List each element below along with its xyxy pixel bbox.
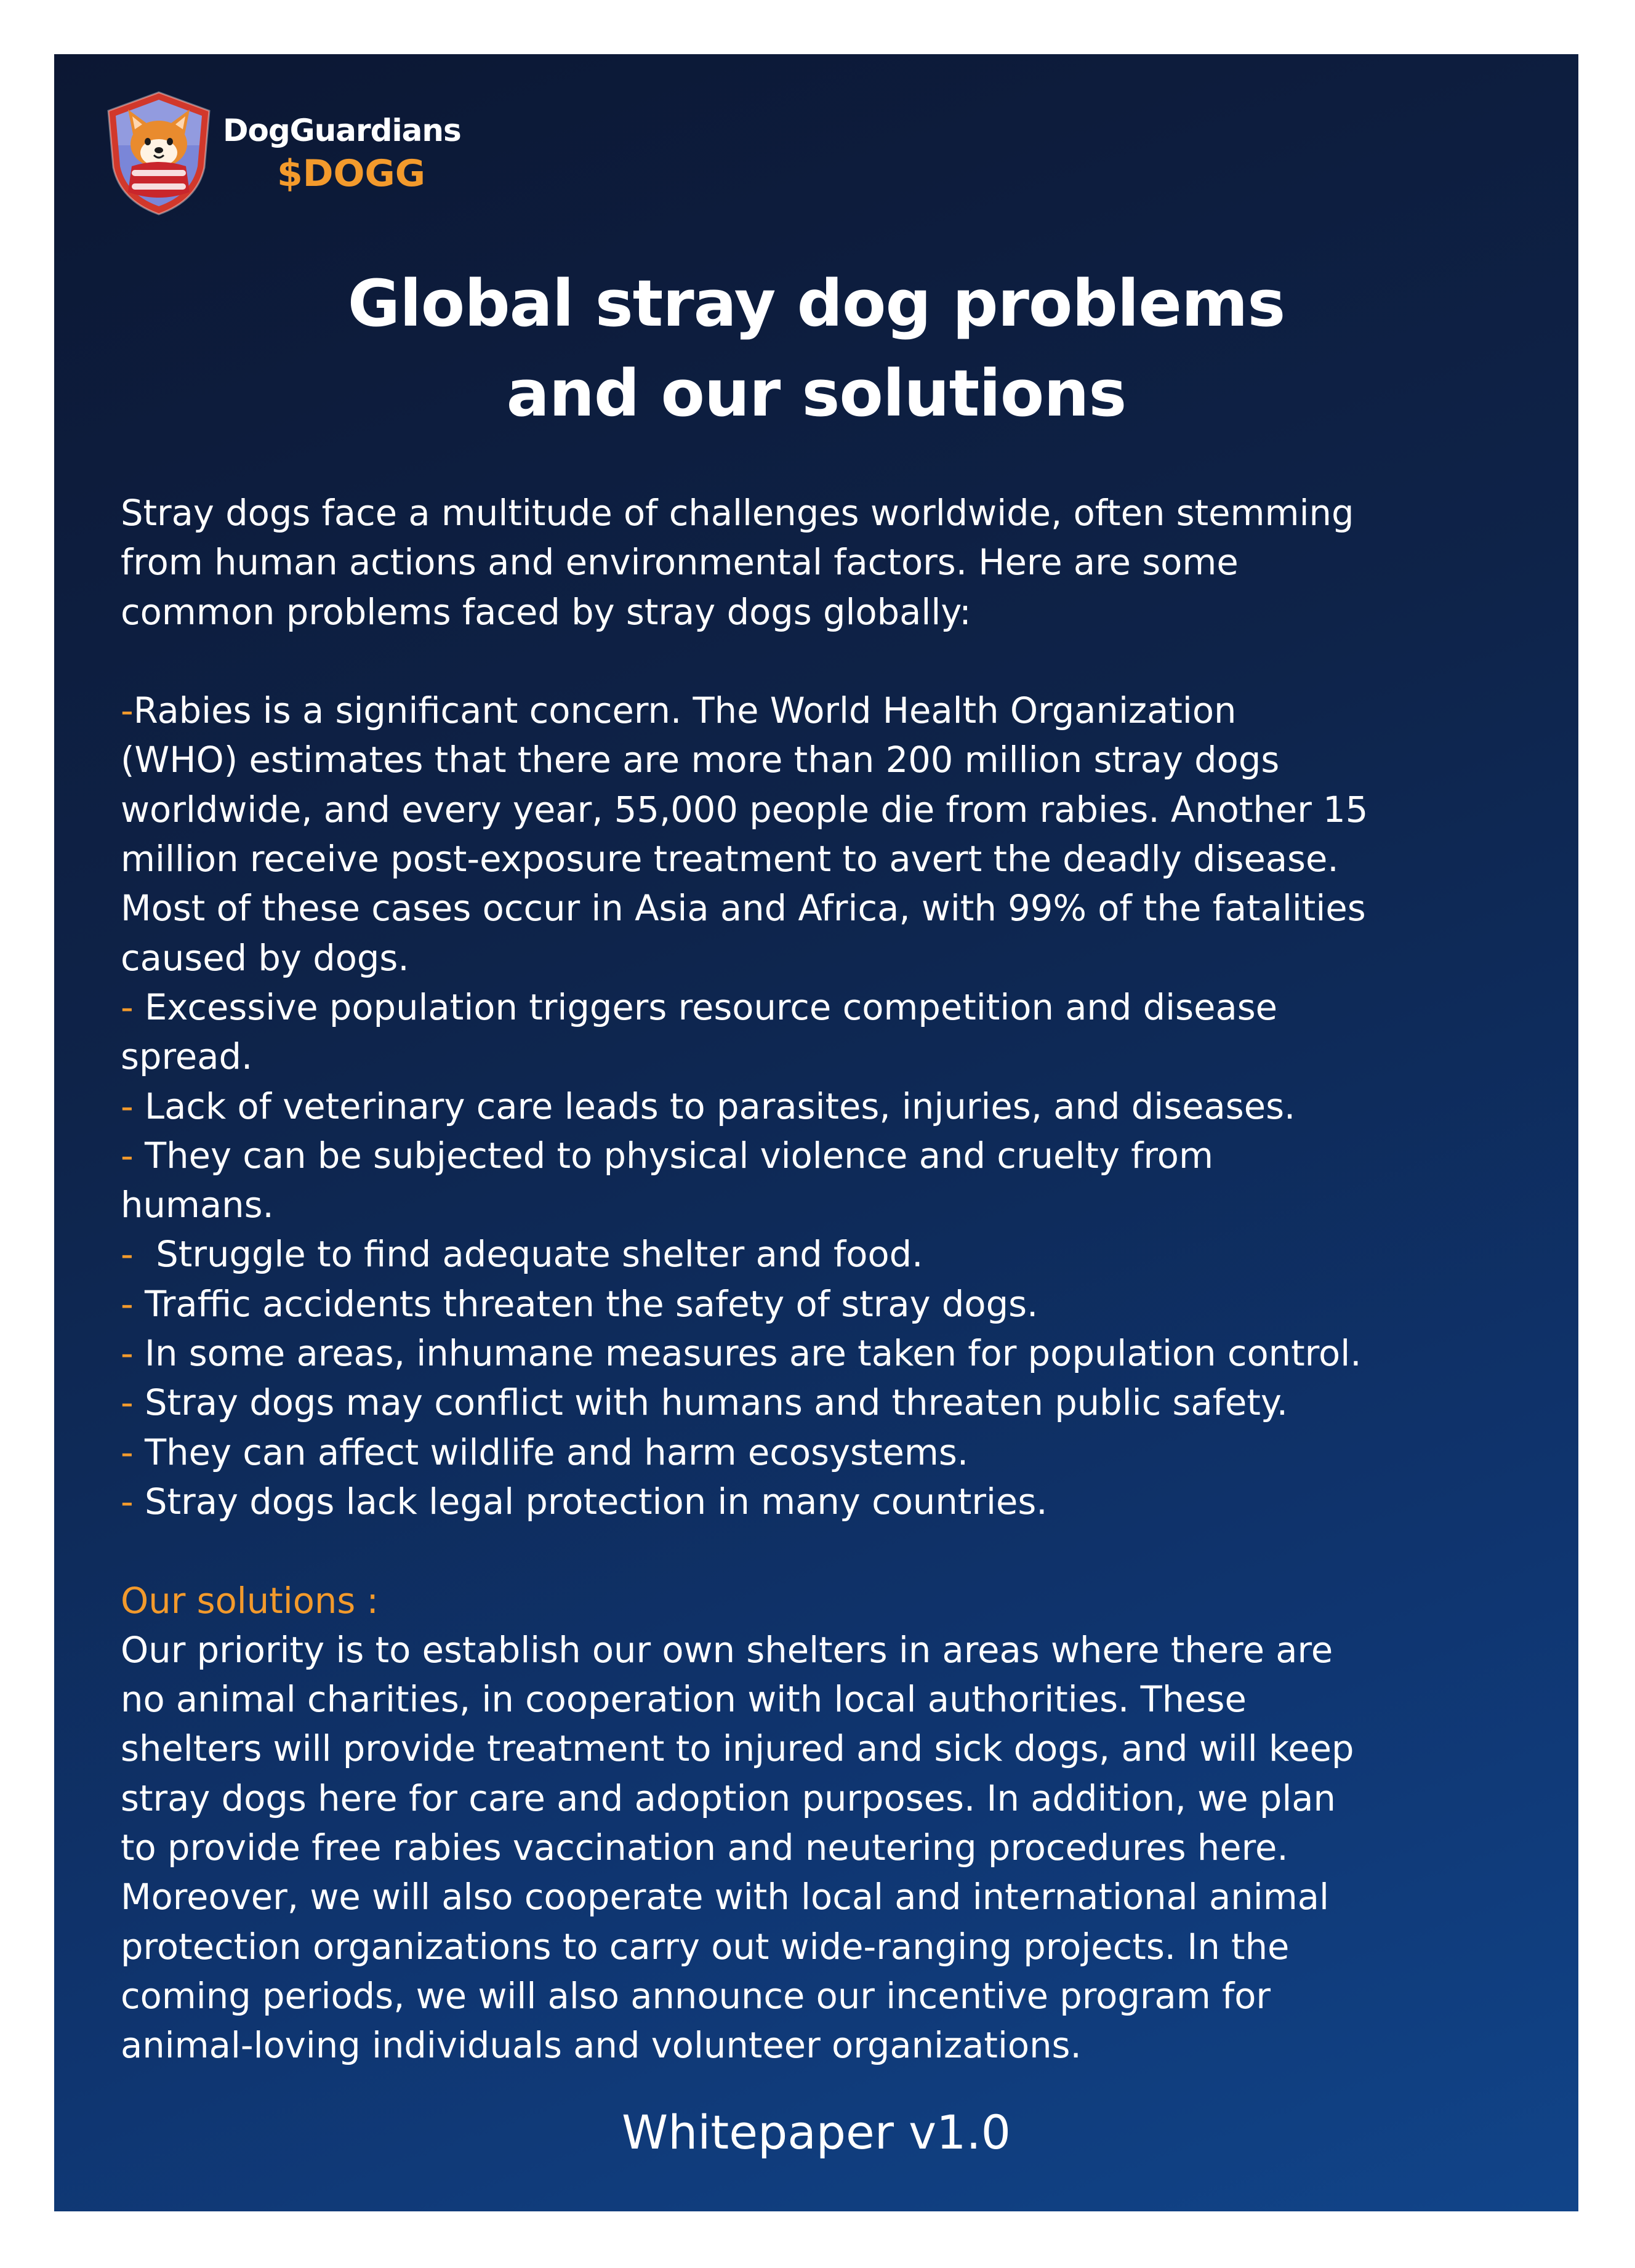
brand-name: DogGuardians <box>223 113 461 148</box>
problem-item <box>121 686 1555 983</box>
problem-text: (WHO) estimates that there are more than 200 million stray dogs <box>121 739 1280 781</box>
problem-text: Most of these cases occur in Asia and Africa, with 99% of the fatalities <box>121 888 1366 930</box>
title-line-2: and our solutions <box>506 356 1127 431</box>
bullet-dash: - <box>121 690 134 732</box>
solutions-line: protection organizations to carry out wide-ranging projects. In the <box>121 1926 1290 1968</box>
problem-text: Stray dogs may conflict with humans and threaten public safety. <box>133 1382 1288 1424</box>
problem-line <box>121 1082 1555 1132</box>
bullet-dash: - <box>121 1481 134 1522</box>
problem-item <box>121 1280 1555 1329</box>
problem-line <box>121 1329 1555 1378</box>
problem-text: Traffic accidents threaten the safety of stray dogs. <box>133 1283 1038 1325</box>
bullet-dash: - <box>121 1382 134 1424</box>
problem-item <box>121 1378 1555 1428</box>
problem-line <box>121 1230 1555 1279</box>
intro-paragraph <box>121 489 1555 637</box>
problem-line <box>121 983 1555 1032</box>
problem-line <box>121 1181 1555 1230</box>
solutions-line: to provide free rabies vaccination and neutering procedures here. <box>121 1827 1288 1869</box>
problem-text: humans. <box>121 1184 274 1226</box>
intro-line: Stray dogs face a multitude of challenges worldwide, often stemming <box>121 493 1354 534</box>
problem-text: Stray dogs lack legal protection in many countries. <box>133 1481 1048 1522</box>
problem-item <box>121 1230 1555 1279</box>
solutions-line: stray dogs here for care and adoption purposes. In addition, we plan <box>121 1777 1336 1819</box>
problem-line <box>121 736 1555 785</box>
problem-item <box>121 1428 1555 1478</box>
title-line-1: Global stray dog problems <box>347 266 1285 341</box>
bullet-dash: - <box>121 1085 134 1127</box>
problem-line <box>121 1132 1555 1181</box>
shiba-shield-logo-icon <box>105 89 213 218</box>
bullet-dash: - <box>121 1431 134 1473</box>
solutions-line: Moreover, we will also cooperate with local and international animal <box>121 1876 1329 1918</box>
whitepaper-page <box>54 54 1578 2211</box>
problem-text: spread. <box>121 1036 253 1078</box>
problem-item <box>121 1329 1555 1378</box>
solutions-paragraph <box>121 1626 1555 2071</box>
problem-line <box>121 786 1555 835</box>
bullet-dash: - <box>121 1333 134 1375</box>
problem-text: They can affect wildlife and harm ecosystems. <box>133 1431 969 1473</box>
problem-item <box>121 1082 1555 1132</box>
bullet-dash: - <box>121 986 134 1028</box>
page-title <box>54 259 1578 438</box>
problem-text: caused by dogs. <box>121 937 409 979</box>
problem-text: Struggle to find adequate shelter and food. <box>133 1234 923 1276</box>
intro-line: common problems faced by stray dogs globally: <box>121 591 971 633</box>
solutions-section <box>121 1577 1555 2071</box>
problem-line <box>121 686 1555 736</box>
bullet-dash: - <box>121 1283 134 1325</box>
problem-line <box>121 884 1555 933</box>
solutions-line: no animal charities, in cooperation with local authorities. These <box>121 1679 1247 1721</box>
problem-text: Excessive population triggers resource competition and disease <box>133 986 1278 1028</box>
bullet-dash: - <box>121 1135 134 1176</box>
problem-line <box>121 1428 1555 1478</box>
problem-line <box>121 1378 1555 1428</box>
problem-text: In some areas, inhumane measures are taken for population control. <box>133 1333 1362 1375</box>
solutions-line: coming periods, we will also announce our incentive program for <box>121 1975 1271 2017</box>
problem-text: They can be subjected to physical violence and cruelty from <box>133 1135 1213 1176</box>
problem-line <box>121 835 1555 884</box>
solutions-heading: Our solutions : <box>121 1580 379 1622</box>
paragraph-gap <box>121 1527 1555 1576</box>
problem-line <box>121 934 1555 983</box>
problem-line <box>121 1478 1555 1527</box>
intro-line: from human actions and environmental factors. Here are some <box>121 542 1239 584</box>
problems-list <box>121 686 1555 1527</box>
brand-header <box>105 89 461 218</box>
problem-item <box>121 983 1555 1082</box>
problem-line <box>121 1280 1555 1329</box>
problem-item <box>121 1132 1555 1231</box>
problem-text: Lack of veterinary care leads to parasites, injuries, and diseases. <box>133 1085 1296 1127</box>
paragraph-gap <box>121 637 1555 686</box>
bullet-dash: - <box>121 1234 134 1276</box>
problem-line <box>121 1032 1555 1082</box>
brand-text <box>223 110 461 196</box>
brand-ticker: $DOGG <box>277 152 426 195</box>
solutions-line: animal-loving individuals and volunteer organizations. <box>121 2025 1082 2067</box>
problem-text: worldwide, and every year, 55,000 people die from rabies. Another 15 <box>121 789 1368 830</box>
body-content <box>121 489 1555 2071</box>
solutions-line: Our priority is to establish our own shelters in areas where there are <box>121 1629 1333 1671</box>
problem-text: Rabies is a significant concern. The World Health Organization <box>133 690 1237 732</box>
problem-item <box>121 1478 1555 1527</box>
whitepaper-version-label: Whitepaper v1.0 <box>621 2105 1011 2160</box>
problem-text: million receive post-exposure treatment to avert the deadly disease. <box>121 838 1339 880</box>
solutions-line: shelters will provide treatment to injured and sick dogs, and will keep <box>121 1728 1354 1770</box>
